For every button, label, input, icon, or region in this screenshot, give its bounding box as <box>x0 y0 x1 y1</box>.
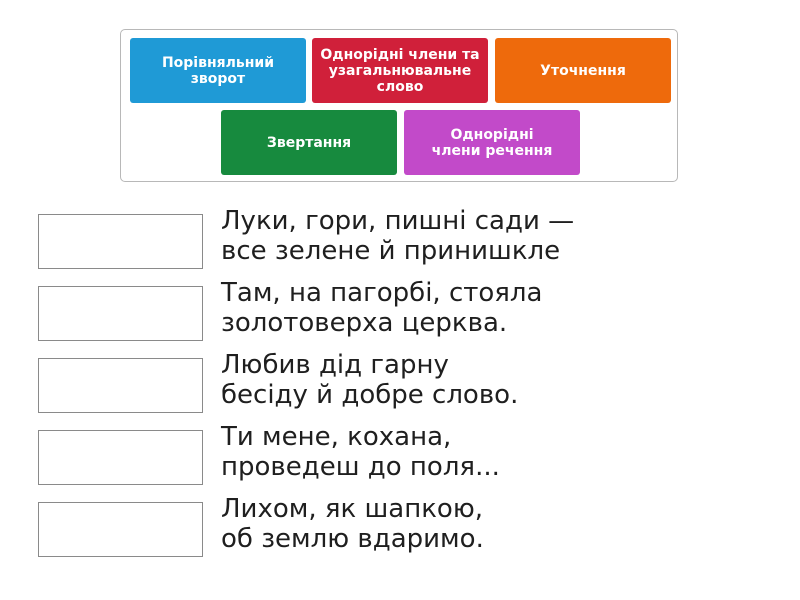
sentence-line: об землю вдаримо. <box>221 524 484 554</box>
sentence-text <box>221 206 641 266</box>
tile-label-line: зворот <box>190 70 246 87</box>
match-row <box>38 350 658 420</box>
sentence-text <box>221 422 641 482</box>
sentence-line: Ти мене, кохана, <box>221 422 452 452</box>
tile-label-line: Однорідні <box>450 126 534 143</box>
tile-label-line: Порівняльний <box>161 54 275 71</box>
sentence-text <box>221 350 641 410</box>
match-row <box>38 206 658 276</box>
drop-slot[interactable] <box>38 358 203 413</box>
tile-label-line: слово <box>376 78 424 95</box>
drop-slot[interactable] <box>38 502 203 557</box>
sentence-line: Луки, гори, пишні сади — <box>221 206 575 236</box>
drop-slot[interactable] <box>38 214 203 269</box>
drop-slot[interactable] <box>38 430 203 485</box>
sentence-line: все зелене й принишкле <box>221 236 561 266</box>
sentence-line: проведеш до поля... <box>221 452 500 482</box>
tile-comparative-phrase[interactable] <box>130 38 306 103</box>
tile-bank <box>120 29 678 182</box>
sentence-line: Лихом, як шапкою, <box>221 494 483 524</box>
sentence-text <box>221 494 641 554</box>
tile-address[interactable] <box>221 110 397 175</box>
tile-label-line: Уточнення <box>540 62 626 79</box>
tile-homogeneous-generalizing[interactable] <box>312 38 488 103</box>
tile-label-line: члени речення <box>431 142 553 159</box>
match-row <box>38 494 658 564</box>
tile-label-line: Звертання <box>266 134 352 151</box>
tile-homogeneous-members[interactable] <box>404 110 580 175</box>
match-row <box>38 278 658 348</box>
sentence-line: золотоверха церква. <box>221 308 508 338</box>
sentence-text <box>221 278 641 338</box>
match-row <box>38 422 658 492</box>
sentence-line: бесіду й добре слово. <box>221 380 519 410</box>
sentence-line: Любив дід гарну <box>221 350 449 380</box>
tile-clarification[interactable] <box>495 38 671 103</box>
tile-label-line: Однорідні члени та <box>320 46 480 63</box>
tile-label-line: узагальнювальне <box>328 62 472 79</box>
drop-slot[interactable] <box>38 286 203 341</box>
sentence-line: Там, на пагорбі, стояла <box>221 278 543 308</box>
